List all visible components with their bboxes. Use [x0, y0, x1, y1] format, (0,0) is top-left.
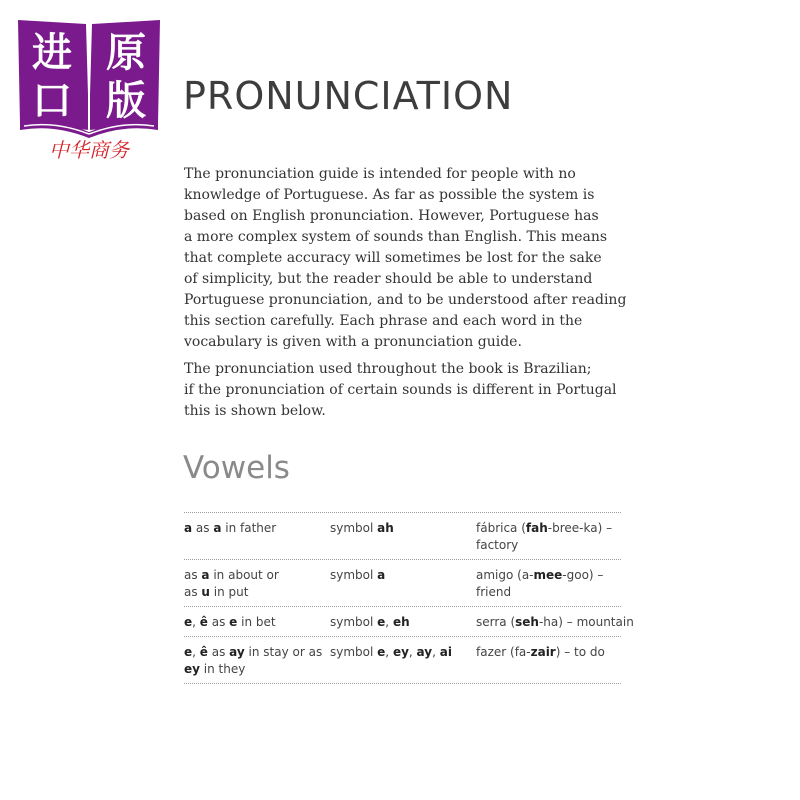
intro-line: knowledge of Portuguese. As far as possible the system is — [184, 187, 595, 203]
bold-segment: a — [213, 521, 222, 535]
bold-segment: e — [184, 645, 193, 659]
text-segment: -goo) – — [562, 568, 604, 582]
bold-segment: u — [201, 585, 210, 599]
intro-line: of simplicity, but the reader should be able to understand — [184, 271, 593, 287]
intro-line: vocabulary is given with a pronunciation guide. — [184, 334, 522, 350]
intro-line: The pronunciation guide is intended for people with no — [184, 166, 576, 182]
vowel-symbol-cell — [330, 520, 476, 554]
cell-line — [330, 644, 476, 661]
text-segment: in about or — [209, 568, 279, 582]
text-segment: -ha) – mountain — [538, 615, 634, 629]
vowel-letter-cell — [184, 614, 330, 631]
vowel-letter-cell — [184, 644, 330, 678]
intro-line: that complete accuracy will sometimes be lost for the sake — [184, 250, 602, 266]
bold-segment: ey — [184, 662, 200, 676]
page-title: PRONUNCIATION — [183, 74, 514, 118]
table-row — [184, 560, 621, 607]
text-segment: as — [207, 645, 230, 659]
bold-segment: a — [184, 521, 193, 535]
text-segment: amigo (a- — [476, 568, 534, 582]
vowels-table — [184, 512, 634, 684]
intro-line: this is shown below. — [184, 403, 326, 419]
text-segment: , — [385, 615, 393, 629]
text-segment: as — [184, 568, 202, 582]
text-segment: as — [207, 615, 230, 629]
text-segment: , — [385, 645, 393, 659]
table-row — [184, 513, 621, 560]
cell-line — [184, 567, 330, 584]
bold-segment: eh — [392, 615, 410, 629]
bold-segment: e — [377, 645, 386, 659]
cell-line — [184, 520, 330, 537]
vowel-example-cell — [476, 644, 621, 678]
intro-line: this section carefully. Each phrase and each word in the — [184, 313, 583, 329]
cell-line — [184, 661, 330, 678]
text-segment: serra ( — [476, 615, 516, 629]
vowel-example-cell — [476, 614, 634, 631]
text-segment: , — [432, 645, 440, 659]
text-segment: -bree-ka) – — [547, 521, 613, 535]
cell-line — [476, 614, 634, 631]
text-segment: fábrica ( — [476, 521, 526, 535]
bold-segment: e — [184, 615, 193, 629]
cell-line — [184, 584, 330, 601]
text-segment: symbol — [330, 521, 378, 535]
bold-segment: ai — [439, 645, 452, 659]
text-segment: friend — [476, 585, 512, 599]
text-segment: factory — [476, 538, 519, 552]
cell-line — [184, 644, 330, 661]
table-row — [184, 607, 634, 637]
text-segment: , — [192, 615, 200, 629]
intro-line: Portuguese pronunciation, and to be understood after reading — [184, 292, 627, 308]
logo-char-4: 版 — [106, 78, 146, 124]
vowel-letter-cell — [184, 520, 330, 554]
text-segment: ) – to do — [555, 645, 605, 659]
text-segment: as — [192, 521, 214, 535]
text-segment: , — [192, 645, 200, 659]
text-segment: in bet — [237, 615, 276, 629]
table-row — [184, 637, 621, 684]
vowel-symbol-cell — [330, 614, 476, 631]
text-segment: fazer (fa- — [476, 645, 531, 659]
text-segment: symbol — [330, 615, 378, 629]
logo-char-3: 口 — [32, 78, 72, 124]
bold-segment: ey — [392, 645, 409, 659]
logo-char-2: 原 — [106, 30, 146, 76]
bold-segment: ê — [199, 615, 208, 629]
bold-segment: ay — [229, 645, 245, 659]
cell-line — [330, 567, 476, 584]
intro-paragraph — [184, 164, 634, 353]
cell-line — [476, 567, 621, 584]
text-segment: in they — [199, 662, 246, 676]
vowel-symbol-cell — [330, 567, 476, 601]
bold-segment: e — [377, 615, 386, 629]
text-segment: as — [184, 585, 202, 599]
vowel-example-cell — [476, 520, 621, 554]
vowel-symbol-cell — [330, 644, 476, 678]
vowel-example-cell — [476, 567, 621, 601]
cell-line — [476, 537, 621, 554]
section-heading-vowels: Vowels — [183, 450, 290, 486]
cell-line — [476, 644, 621, 661]
vowel-letter-cell — [184, 567, 330, 601]
intro-text — [184, 164, 634, 428]
text-segment: , — [408, 645, 417, 659]
bold-segment: ay — [416, 645, 433, 659]
text-segment: symbol — [330, 568, 378, 582]
intro-line: The pronunciation used throughout the book is Brazilian; — [184, 361, 592, 377]
cell-line — [330, 614, 476, 631]
bold-segment: ê — [199, 645, 208, 659]
bold-segment: ah — [377, 521, 394, 535]
bold-segment: a — [377, 568, 386, 582]
open-book-logo-icon — [14, 14, 164, 164]
intro-line: based on English pronunciation. However, Portuguese has — [184, 208, 599, 224]
intro-paragraph — [184, 359, 634, 422]
publisher-logo — [14, 14, 164, 164]
text-segment: in father — [221, 521, 277, 535]
bold-segment: zair — [530, 645, 556, 659]
logo-char-1: 进 — [32, 30, 72, 76]
bold-segment: e — [229, 615, 238, 629]
bold-segment: mee — [533, 568, 563, 582]
intro-line: a more complex system of sounds than English. This means — [184, 229, 608, 245]
logo-publisher-name: 中华商务 — [49, 138, 129, 162]
cell-line — [184, 614, 330, 631]
cell-line — [330, 520, 476, 537]
bold-segment: fah — [525, 521, 548, 535]
intro-line: if the pronunciation of certain sounds is different in Portugal — [184, 382, 617, 398]
text-segment: symbol — [330, 645, 378, 659]
cell-line — [476, 584, 621, 601]
bold-segment: a — [201, 568, 210, 582]
text-segment: in put — [209, 585, 249, 599]
bold-segment: seh — [515, 615, 539, 629]
text-segment: in stay or as — [244, 645, 323, 659]
cell-line — [476, 520, 621, 537]
